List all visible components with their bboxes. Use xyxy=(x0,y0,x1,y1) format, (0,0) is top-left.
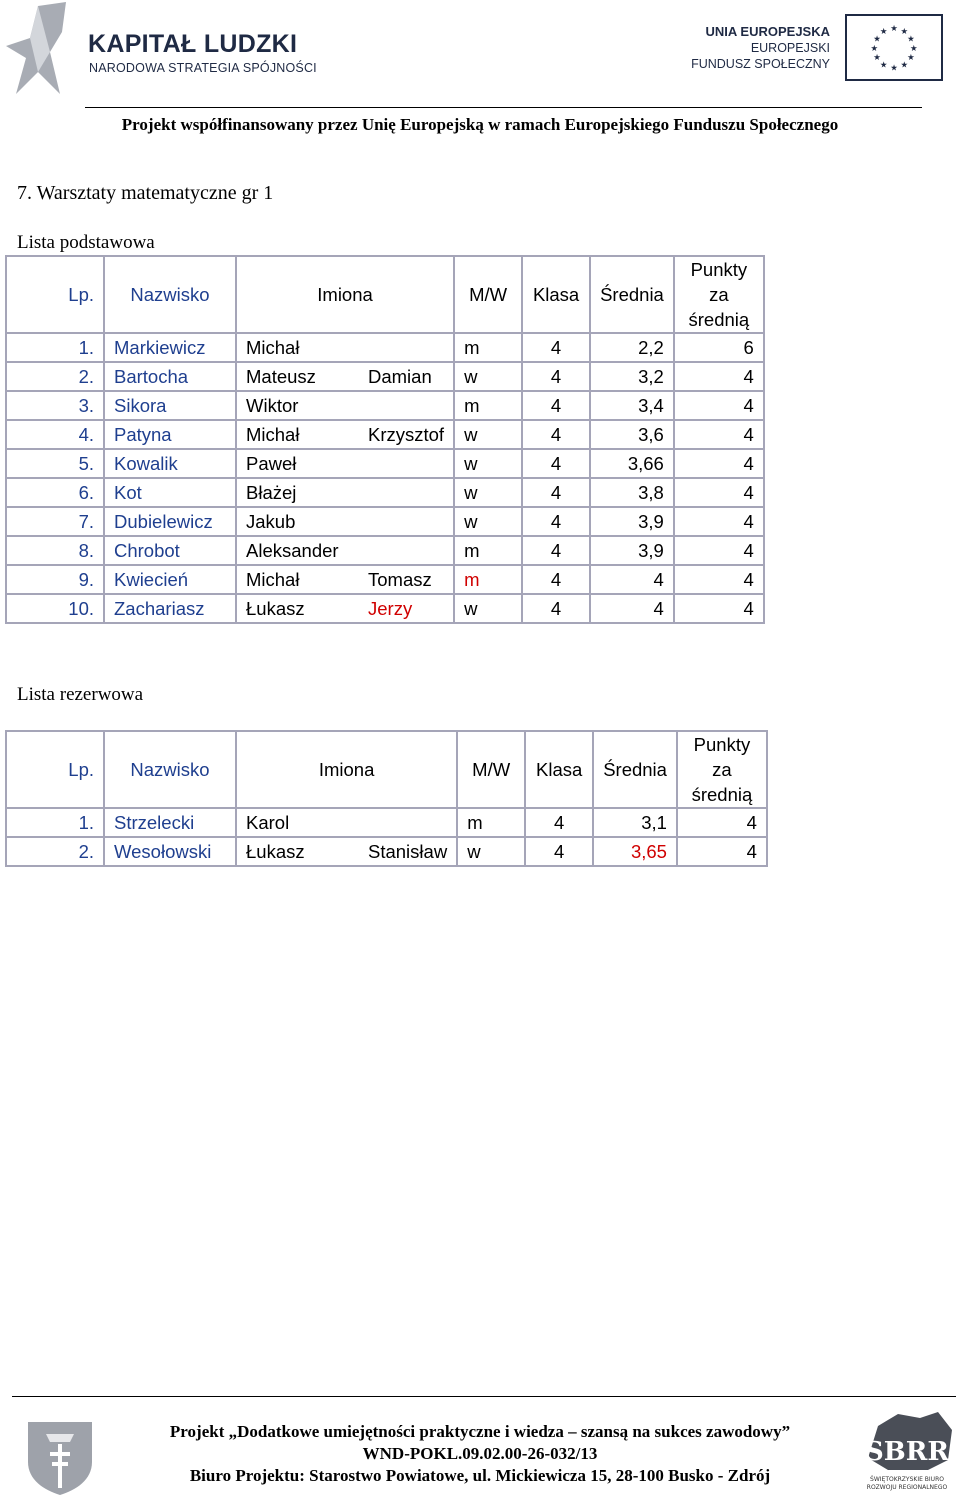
footer-text xyxy=(0,1421,960,1487)
cell-lp: 5. xyxy=(6,449,104,478)
table-row xyxy=(6,478,764,507)
cell-nazwisko: Kowalik xyxy=(104,449,236,478)
cell-nazwisko: Zachariasz xyxy=(104,594,236,623)
cell-imie1: Michał xyxy=(236,565,359,594)
cell-srednia: 4 xyxy=(590,594,674,623)
cell-klasa: 4 xyxy=(522,391,590,420)
cell-imie2 xyxy=(359,808,457,837)
cell-lp: 3. xyxy=(6,391,104,420)
cell-lp: 6. xyxy=(6,478,104,507)
cell-imie2: Jerzy xyxy=(359,594,454,623)
header-divider xyxy=(85,107,922,108)
cell-imie2 xyxy=(359,333,454,362)
svg-text:★: ★ xyxy=(879,59,888,70)
reserve-list-table xyxy=(5,730,768,867)
table-row xyxy=(6,420,764,449)
svg-text:★: ★ xyxy=(890,62,898,73)
cell-srednia: 3,9 xyxy=(590,507,674,536)
table-row xyxy=(6,837,767,866)
cell-punkty: 4 xyxy=(674,565,764,594)
svg-text:★: ★ xyxy=(873,33,881,44)
cell-lp: 2. xyxy=(6,362,104,391)
cell-punkty: 4 xyxy=(674,449,764,478)
cell-imie2 xyxy=(359,536,454,565)
cell-mw: m xyxy=(454,536,522,565)
cell-imie1: Mateusz xyxy=(236,362,359,391)
table-header-row xyxy=(6,731,767,808)
cell-mw: m xyxy=(454,565,522,594)
cell-imie1: Błażej xyxy=(236,478,359,507)
cell-lp: 1. xyxy=(6,808,104,837)
footer-project-name: Projekt „Dodatkowe umiejętności praktyczne i wiedza – szansą na sukces zawodowy” xyxy=(169,1422,791,1441)
cell-klasa: 4 xyxy=(522,362,590,391)
table-row xyxy=(6,333,764,362)
table-row xyxy=(6,507,764,536)
svg-text:★: ★ xyxy=(900,59,909,70)
cell-srednia: 2,2 xyxy=(590,333,674,362)
eu-logo-line3: FUNDUSZ SPOŁECZNY xyxy=(691,57,830,71)
footer-office-address: Biuro Projektu: Starostwo Powiatowe, ul. Mickiewicza 15, 28-100 Busko - Zdrój xyxy=(189,1466,771,1485)
svg-text:★: ★ xyxy=(890,23,898,34)
cell-imie2 xyxy=(359,391,454,420)
col-lp: Lp. xyxy=(6,731,104,808)
cell-klasa: 4 xyxy=(522,449,590,478)
reserve-list-title: Lista rezerwowa xyxy=(17,684,144,705)
cell-nazwisko: Kwiecień xyxy=(104,565,236,594)
cell-srednia: 3,9 xyxy=(590,536,674,565)
svg-text:★: ★ xyxy=(907,33,915,44)
cell-punkty: 4 xyxy=(674,362,764,391)
cell-imie2: Krzysztof xyxy=(359,420,454,449)
section-title: 7. Warsztaty matematyczne gr 1 xyxy=(17,182,274,204)
cell-klasa: 4 xyxy=(522,507,590,536)
cell-imie2 xyxy=(359,507,454,536)
svg-text:★: ★ xyxy=(907,52,915,63)
col-klasa: Klasa xyxy=(522,256,590,333)
cell-punkty: 4 xyxy=(677,808,767,837)
kapital-ludzki-logo-title: KAPITAŁ LUDZKI xyxy=(88,30,298,58)
cell-klasa: 4 xyxy=(522,420,590,449)
table-row xyxy=(6,391,764,420)
cell-mw: w xyxy=(454,362,522,391)
sbrr-logo-icon xyxy=(858,1408,956,1494)
cell-imie1: Wiktor xyxy=(236,391,359,420)
cell-nazwisko: Markiewicz xyxy=(104,333,236,362)
cell-srednia: 4 xyxy=(590,565,674,594)
basic-list-title: Lista podstawowa xyxy=(17,232,155,253)
col-nazwisko: Nazwisko xyxy=(104,731,236,808)
footer-project-number: WND-POKL.09.02.00-26-032/13 xyxy=(362,1444,598,1463)
sbrr-logo-sub2: ROZWOJU REGIONALNEGO xyxy=(866,1484,948,1491)
cell-imie2: Stanisław xyxy=(359,837,457,866)
cell-lp: 9. xyxy=(6,565,104,594)
cell-mw: w xyxy=(454,420,522,449)
cell-mw: w xyxy=(454,594,522,623)
cell-klasa: 4 xyxy=(522,565,590,594)
cell-nazwisko: Kot xyxy=(104,478,236,507)
cell-imie2 xyxy=(359,478,454,507)
cell-imie1: Jakub xyxy=(236,507,359,536)
cell-nazwisko: Wesołowski xyxy=(104,837,236,866)
cell-imie1: Michał xyxy=(236,333,359,362)
cell-lp: 2. xyxy=(6,837,104,866)
col-punkty: Punkty za średnią xyxy=(677,731,767,808)
cell-lp: 8. xyxy=(6,536,104,565)
cell-nazwisko: Sikora xyxy=(104,391,236,420)
kapital-ludzki-star-icon xyxy=(4,2,68,98)
page-header xyxy=(0,0,960,140)
cell-nazwisko: Dubielewicz xyxy=(104,507,236,536)
cell-srednia: 3,66 xyxy=(590,449,674,478)
col-klasa: Klasa xyxy=(525,731,593,808)
table-row xyxy=(6,594,764,623)
svg-text:★: ★ xyxy=(900,25,909,36)
cell-punkty: 4 xyxy=(674,391,764,420)
cell-nazwisko: Chrobot xyxy=(104,536,236,565)
cell-imie2: Damian xyxy=(359,362,454,391)
eu-logo-line2: EUROPEJSKI xyxy=(750,41,830,55)
cell-imie1: Paweł xyxy=(236,449,359,478)
table-row xyxy=(6,536,764,565)
col-srednia: Średnia xyxy=(590,256,674,333)
cell-lp: 1. xyxy=(6,333,104,362)
cell-srednia: 3,6 xyxy=(590,420,674,449)
cell-klasa: 4 xyxy=(525,837,593,866)
cell-imie1: Michał xyxy=(236,420,359,449)
cell-punkty: 4 xyxy=(674,507,764,536)
cell-nazwisko: Strzelecki xyxy=(104,808,236,837)
cell-imie1: Łukasz xyxy=(236,837,359,866)
cell-lp: 10. xyxy=(6,594,104,623)
footer-divider xyxy=(12,1396,956,1397)
eu-logo-line1: UNIA EUROPEJSKA xyxy=(705,24,830,39)
cell-punkty: 6 xyxy=(674,333,764,362)
col-mw: M/W xyxy=(457,731,525,808)
col-lp: Lp. xyxy=(6,256,104,333)
col-srednia: Średnia xyxy=(593,731,677,808)
cell-srednia: 3,65 xyxy=(593,837,677,866)
cell-srednia: 3,2 xyxy=(590,362,674,391)
cell-srednia: 3,8 xyxy=(590,478,674,507)
cell-mw: m xyxy=(457,808,525,837)
eu-logo-text xyxy=(691,24,830,72)
cell-mw: w xyxy=(454,478,522,507)
col-imiona: Imiona xyxy=(236,731,457,808)
cell-klasa: 4 xyxy=(522,594,590,623)
cell-imie1: Karol xyxy=(236,808,359,837)
col-punkty: Punkty za średnią xyxy=(674,256,764,333)
cell-nazwisko: Bartocha xyxy=(104,362,236,391)
sbrr-logo-text: SBRR xyxy=(865,1437,949,1467)
cell-mw: m xyxy=(454,391,522,420)
cell-imie2 xyxy=(359,449,454,478)
cell-imie2: Tomasz xyxy=(359,565,454,594)
cell-klasa: 4 xyxy=(525,808,593,837)
cell-punkty: 4 xyxy=(674,420,764,449)
cell-nazwisko: Patyna xyxy=(104,420,236,449)
col-nazwisko: Nazwisko xyxy=(104,256,236,333)
table-row xyxy=(6,362,764,391)
cell-srednia: 3,4 xyxy=(590,391,674,420)
cell-punkty: 4 xyxy=(674,478,764,507)
table-row xyxy=(6,449,764,478)
eu-flag-icon xyxy=(845,14,943,81)
cell-punkty: 4 xyxy=(677,837,767,866)
basic-list-table xyxy=(5,255,765,624)
cell-mw: m xyxy=(454,333,522,362)
cell-imie1: Łukasz xyxy=(236,594,359,623)
cell-mw: w xyxy=(454,449,522,478)
svg-text:★: ★ xyxy=(870,42,879,53)
cell-imie1: Aleksander xyxy=(236,536,359,565)
col-mw: M/W xyxy=(454,256,522,333)
cell-klasa: 4 xyxy=(522,536,590,565)
svg-text:★: ★ xyxy=(879,25,888,36)
cell-punkty: 4 xyxy=(674,594,764,623)
cell-punkty: 4 xyxy=(674,536,764,565)
svg-text:★: ★ xyxy=(909,42,918,53)
svg-text:★: ★ xyxy=(873,52,881,63)
cell-lp: 7. xyxy=(6,507,104,536)
header-caption: Projekt współfinansowany przez Unię Europejską w ramach Europejskiego Funduszu Społecznego xyxy=(121,115,839,134)
table-row xyxy=(6,565,764,594)
table-header-row xyxy=(6,256,764,333)
kapital-ludzki-logo-subtitle: NARODOWA STRATEGIA SPÓJNOŚCI xyxy=(89,61,317,75)
cell-srednia: 3,1 xyxy=(593,808,677,837)
sbrr-logo-sub1: ŚWIĘTOKRZYSKIE BIURO xyxy=(870,1476,944,1483)
table-row xyxy=(6,808,767,837)
cell-mw: w xyxy=(454,507,522,536)
cell-mw: w xyxy=(457,837,525,866)
cell-klasa: 4 xyxy=(522,333,590,362)
cell-lp: 4. xyxy=(6,420,104,449)
col-imiona: Imiona xyxy=(236,256,454,333)
cell-klasa: 4 xyxy=(522,478,590,507)
